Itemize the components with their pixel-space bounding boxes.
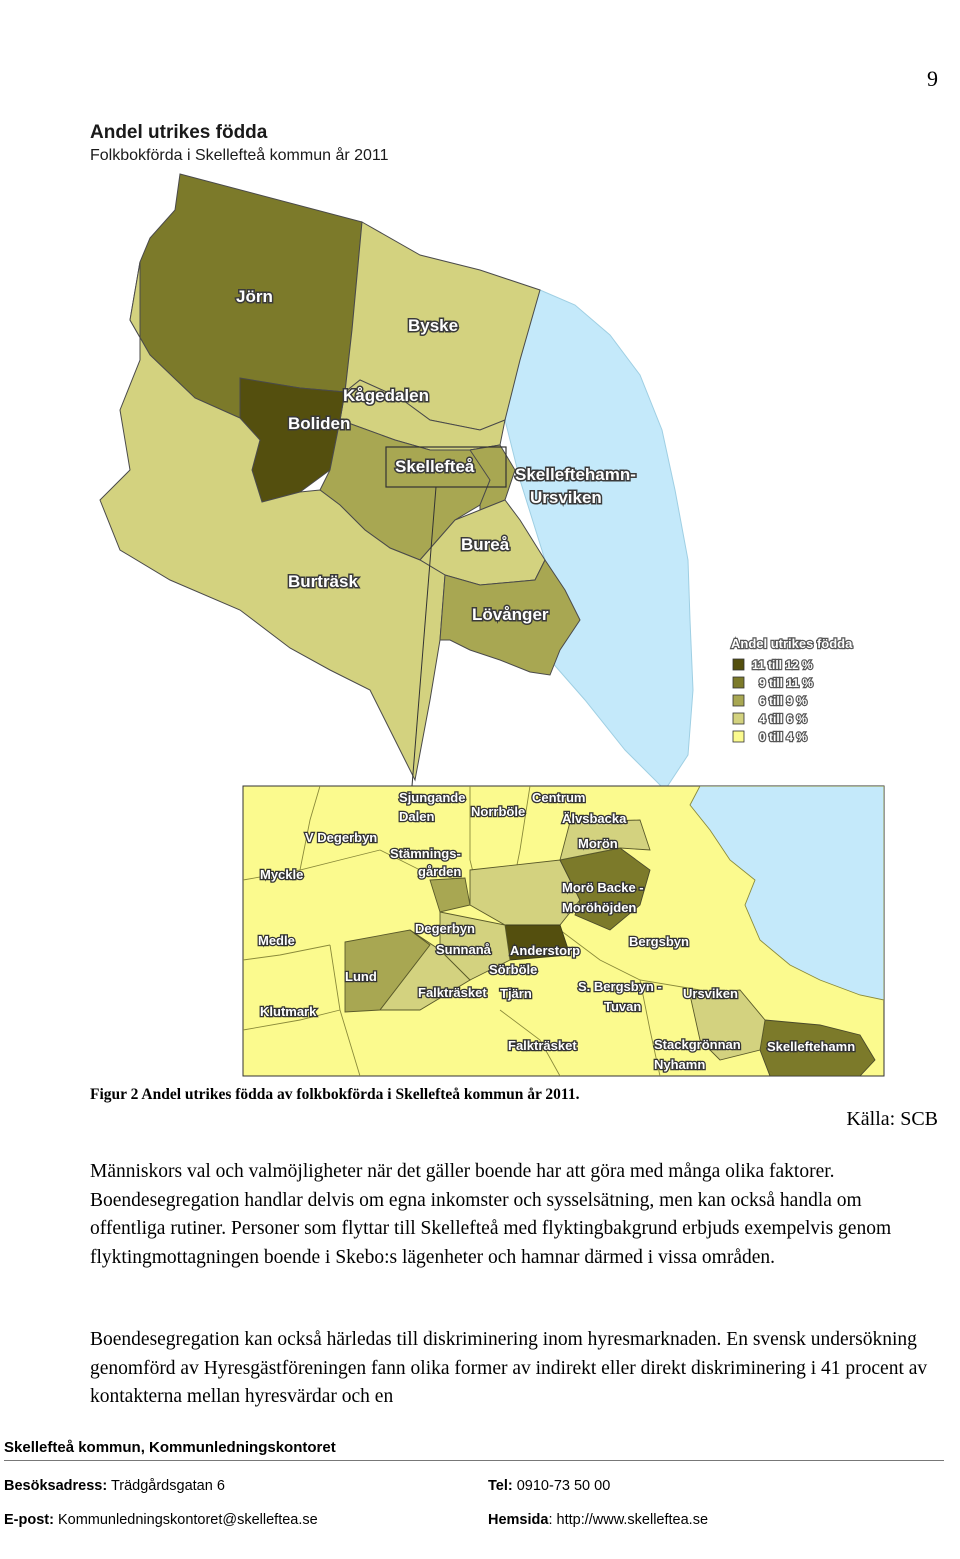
inset-label-ursviken: Ursviken: [683, 986, 738, 1001]
inset-label-s-bergsbyn: S. Bergsbyn -: [578, 979, 662, 994]
map-subtitle: Folkbokförda i Skellefteå kommun år 2011: [90, 147, 389, 164]
label-burea: Bureå: [461, 535, 510, 554]
legend-title: Andel utrikes födda: [731, 636, 853, 651]
inset-label-degerbyn: Degerbyn: [415, 921, 475, 936]
label-skelleftea: Skellefteå: [395, 457, 475, 476]
inset-label-moron: Morön: [578, 836, 618, 851]
footer-web-value[interactable]: : http://www.skelleftea.se: [548, 1512, 709, 1528]
label-lovanger: Lövånger: [472, 605, 549, 624]
label-kagedalen: Kågedalen: [343, 386, 429, 405]
legend-label-4: 4 till 6 %: [759, 712, 808, 726]
footer-address: [4, 1478, 225, 1494]
label-jorn: Jörn: [236, 287, 273, 306]
label-burtrask: Burträsk: [288, 572, 358, 591]
label-byske: Byske: [408, 316, 459, 335]
inset-label-nyhamn: Nyhamn: [654, 1057, 706, 1072]
figure-caption: Figur 2 Andel utrikes födda av folkbokförda i Skellefteå kommun år 2011.: [90, 1086, 580, 1103]
inset-label-sorbole: Sörböle: [489, 962, 538, 977]
footer-email: [4, 1512, 318, 1528]
inset-label-garden: gården: [418, 864, 462, 879]
footer-address-label: Besöksadress:: [4, 1478, 108, 1494]
footer-tel-label: Tel:: [488, 1478, 513, 1494]
label-boliden: Boliden: [288, 414, 351, 433]
inset-label-alvsbacka: Älvsbacka: [562, 811, 627, 826]
footer-web-label: Hemsida: [488, 1512, 549, 1528]
inset-label-bergsbyn: Bergsbyn: [629, 934, 689, 949]
inset-label-falktrasket-south: Falkträsket: [508, 1038, 577, 1053]
inset-label-sjungande: Sjungande: [399, 790, 466, 805]
page-number: 9: [927, 66, 938, 91]
footer-divider: [4, 1460, 944, 1461]
inset-label-sunnana: Sunnanå: [436, 942, 491, 957]
inset-map: [243, 786, 884, 1076]
legend-swatch-1: [733, 659, 744, 670]
inset-label-medle: Medle: [258, 933, 295, 948]
sea-area: [505, 290, 693, 790]
inset-label-tjarn: Tjärn: [500, 986, 532, 1001]
inset-label-skelleftehamn: Skelleftehamn: [767, 1039, 856, 1054]
inset-label-stamnings: Stämnings-: [390, 846, 461, 861]
legend-label-1: 11 till 12 %: [752, 658, 813, 672]
source-note: Källa: SCB: [846, 1108, 938, 1130]
inset-label-tuvan: Tuvan: [604, 999, 642, 1014]
legend-label-3: 6 till 9 %: [759, 694, 808, 708]
map-legend: [731, 636, 853, 744]
legend-swatch-2: [733, 677, 744, 688]
inset-label-norrbole: Norrböle: [471, 804, 526, 819]
label-skelleftehamn: Skelleftehamn-: [515, 465, 636, 484]
inset-label-myckle: Myckle: [260, 867, 304, 882]
footer-email-value[interactable]: Kommunledningskontoret@skelleftea.se: [57, 1512, 318, 1528]
legend-label-5: 0 till 4 %: [759, 730, 808, 744]
label-ursviken: Ursviken: [530, 488, 602, 507]
inset-label-stackgronnan: Stackgrönnan: [654, 1037, 741, 1052]
inset-label-falktrasket-north: Falkträsket: [418, 985, 487, 1000]
inset-label-morohojden: Moröhöjden: [562, 900, 637, 915]
body-paragraph-2: Boendesegregation kan också härledas till diskriminering inom hyresmarknaden. En svensk undersökning genomförd av Hyresgästföreningen fann olika former av indirekt eller direkt diskriminering i 41 procent av kontakterna mellan hyresvärdar och en: [90, 1329, 928, 1407]
legend-label-2: 9 till 11 %: [759, 676, 814, 690]
legend-swatch-4: [733, 713, 744, 724]
footer-email-label: E-post:: [4, 1512, 54, 1528]
footer-tel-value: 0910-73 50 00: [516, 1478, 611, 1494]
footer-phone: [488, 1478, 610, 1494]
inset-label-anderstorp: Anderstorp: [510, 943, 581, 958]
footer-address-value: Trädgårdsgatan 6: [110, 1478, 225, 1494]
inset-label-centrum: Centrum: [532, 790, 586, 805]
inset-label-v-degerbyn: V Degerbyn: [305, 830, 378, 845]
footer-organization: Skellefteå kommun, Kommunledningskontoret: [4, 1439, 336, 1456]
legend-swatch-3: [733, 695, 744, 706]
footer-website: [488, 1512, 708, 1528]
inset-label-moro-backe: Morö Backe -: [562, 880, 644, 895]
legend-swatch-5: [733, 731, 744, 742]
body-paragraph-1: Människors val och valmöjligheter när det gäller boende har att göra med många olika faktorer. Boendesegregation handlar delvis om egna inkomster och sysselsätning, men kan också handla om offentliga rutiner. Personer som flyttar till Skellefteå med flyktingbakgrund erbjuds exempelvis genom flyktingmottagningen boende i Skebo:s lägenheter och hamnar därmed i vissa områden.: [90, 1161, 892, 1268]
inset-label-dalen: Dalen: [399, 809, 435, 824]
inset-label-lund: Lund: [345, 969, 377, 984]
inset-label-klutmark: Klutmark: [260, 1004, 317, 1019]
map-title: Andel utrikes födda: [90, 122, 268, 143]
